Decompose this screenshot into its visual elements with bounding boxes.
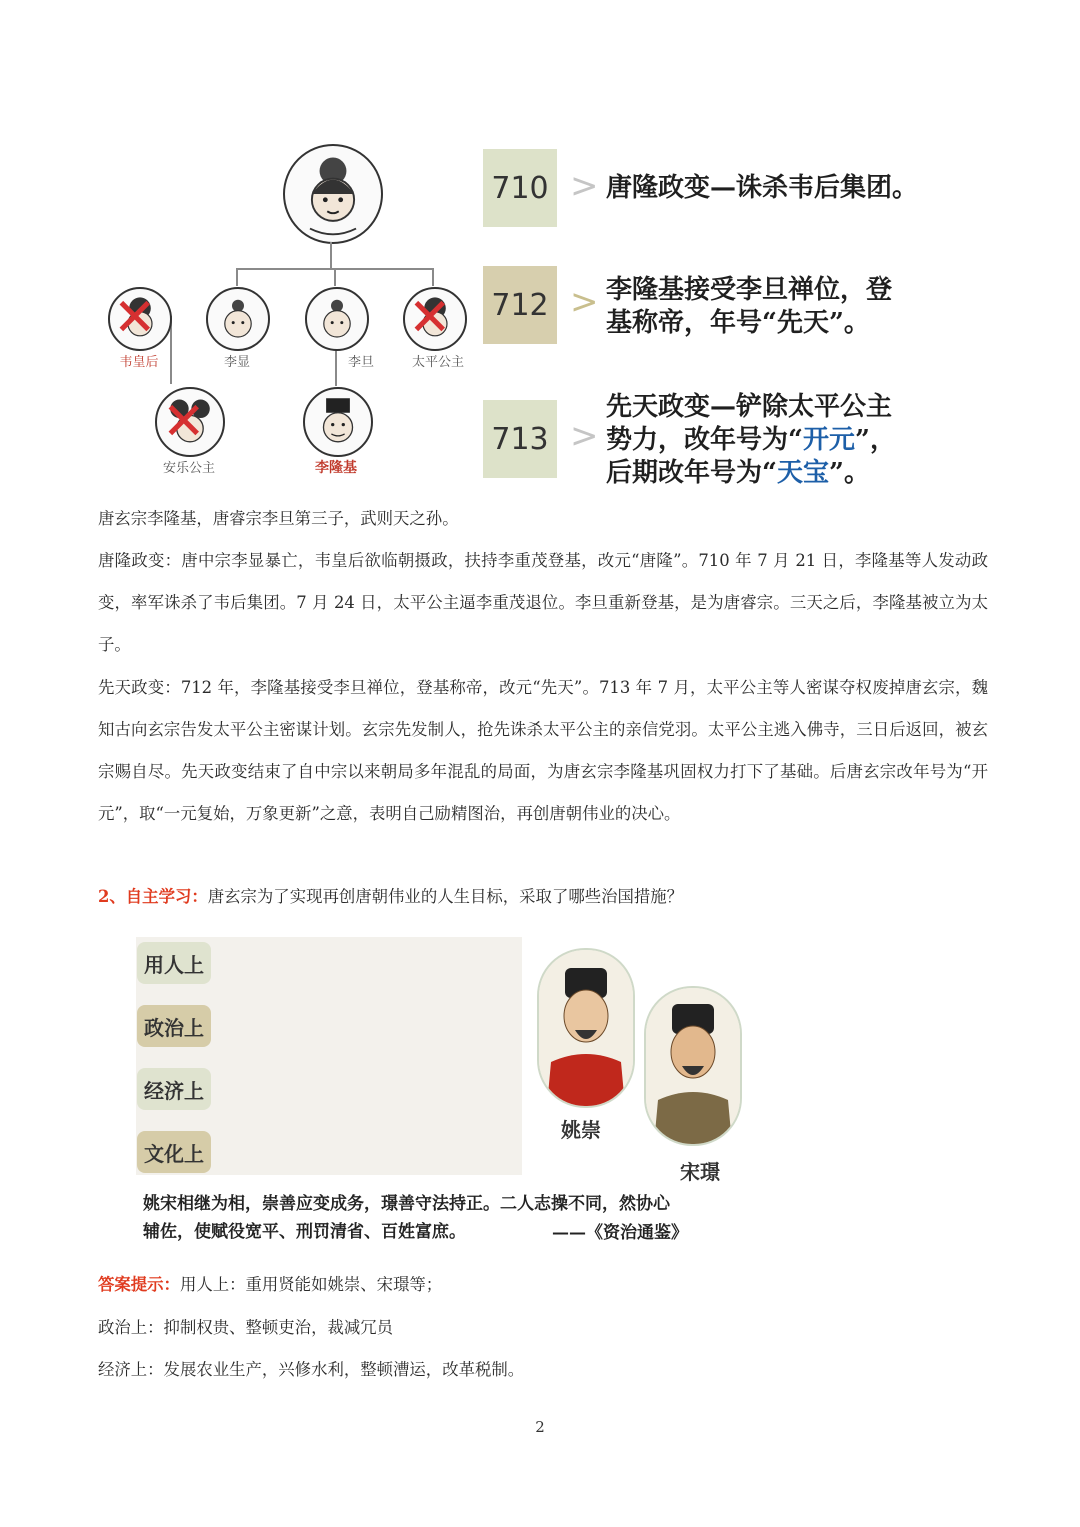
timeline-713-line2: 势力，改年号为“开元”， [606, 425, 896, 455]
answer-line-2: 政治上：抑制权贵、整顿吏治，裁减冗员 [98, 1318, 394, 1337]
tree-label-xian: 李显 [223, 355, 250, 370]
chevron-right-icon: > [570, 166, 599, 206]
timeline-text-713 [606, 391, 896, 490]
quote-source: ——《资治通鉴》 [552, 1223, 688, 1243]
question-prefix: 2、自主学习： [98, 887, 208, 906]
li-xian-portrait [206, 287, 270, 351]
yao-chong-portrait [537, 948, 635, 1108]
yao-chong-name: 姚崇 [561, 1118, 601, 1142]
timeline-712-line2: 基称帝，年号“先天”。 [606, 308, 870, 338]
tree-label-dan: 李旦 [347, 355, 374, 370]
answer-line-3: 经济上：发展农业生产，兴修水利，整顿漕运，改革税制。 [98, 1360, 525, 1379]
tag-economy: 经济上 [137, 1068, 211, 1110]
chevron-right-icon: > [570, 416, 599, 456]
timeline-713-line3: 后期改年号为“天宝”。 [606, 458, 870, 488]
cross-icon: ✕ [408, 288, 452, 348]
page-number: 2 [535, 1418, 545, 1436]
timeline-712-line1: 李隆基接受李旦禅位，登 [606, 275, 893, 305]
cross-icon: ✕ [162, 392, 206, 452]
li-dan-portrait [305, 287, 369, 351]
tree-label-taiping: 太平公主 [411, 355, 464, 370]
question-line [98, 883, 683, 907]
kaiyuan-highlight: 开元 [802, 425, 855, 455]
wu-zetian-portrait [283, 144, 383, 244]
quote-line-1: 姚宋相继为相，崇善应变成务，璟善守法持正。二人志操不同，然协心 [143, 1194, 670, 1214]
intro-paragraph: 唐玄宗李隆基，唐睿宗李旦第三子，武则天之孙。 [98, 509, 459, 528]
tianbao-highlight: 天宝 [776, 458, 829, 488]
tree-label-anle: 安乐公主 [162, 461, 215, 476]
tag-personnel: 用人上 [137, 942, 211, 984]
tag-politics: 政治上 [137, 1005, 211, 1047]
tag-culture: 文化上 [137, 1131, 211, 1173]
tree-label-wei: 韦皇后 [119, 355, 159, 370]
answer-label: 答案提示： [98, 1275, 180, 1294]
timeline-text-712 [606, 274, 892, 340]
year-box-713: 713 [483, 400, 557, 478]
tree-label-longji: 李隆基 [315, 460, 357, 476]
timeline-713-line1: 先天政变—铲除太平公主 [606, 392, 893, 422]
li-longji-portrait [303, 387, 373, 457]
song-jing-name: 宋璟 [680, 1160, 720, 1184]
xiantian-coup-paragraph: 先天政变：712 年，李隆基接受李旦禅位，登基称帝，改元“先天”。713 年 7 月，太平公主等人密谋夺权废掉唐玄宗，魏知古向玄宗告发太平公主密谋计划。玄宗先发制人，抢先诛杀太平公主的亲信党羽。太平公主逃入佛寺，三日后返回，被玄宗赐自尽。先天政变结束了自中宗以来朝局多年混乱的局面，为唐玄宗李隆基巩固权力打下了基础。后唐玄宗改年号为“开元”，取“一元复始，万象更新”之意，表明自己励精图治，再创唐朝伟业的决心。 [98, 678, 988, 823]
chevron-right-icon: > [570, 282, 599, 322]
answer-line-1: 答案提示：用人上：重用贤能如姚崇、宋璟等； [98, 1275, 443, 1294]
quote-line-2: 辅佐，使赋役宽平、刑罚清省、百姓富庶。 [143, 1222, 466, 1242]
timeline-text-710: 唐隆政变—诛杀韦后集团。 [606, 173, 919, 203]
cross-icon: ✕ [113, 288, 157, 348]
song-jing-portrait [644, 986, 742, 1146]
year-box-710: 710 [483, 149, 557, 227]
question-text: 唐玄宗为了实现再创唐朝伟业的人生目标，采取了哪些治国措施？ [207, 887, 684, 906]
year-box-712: 712 [483, 266, 557, 344]
tanglong-coup-paragraph: 唐隆政变：唐中宗李显暴亡，韦皇后欲临朝摄政，扶持李重茂登基，改元“唐隆”。710 年 7 月 21 日，李隆基等人发动政变，率军诛杀了韦后集团。7 月 24 日，太平公主逼李重茂退位。李旦重新登基，是为唐睿宗。三天之后，李隆基被立为太子。 [98, 551, 988, 654]
